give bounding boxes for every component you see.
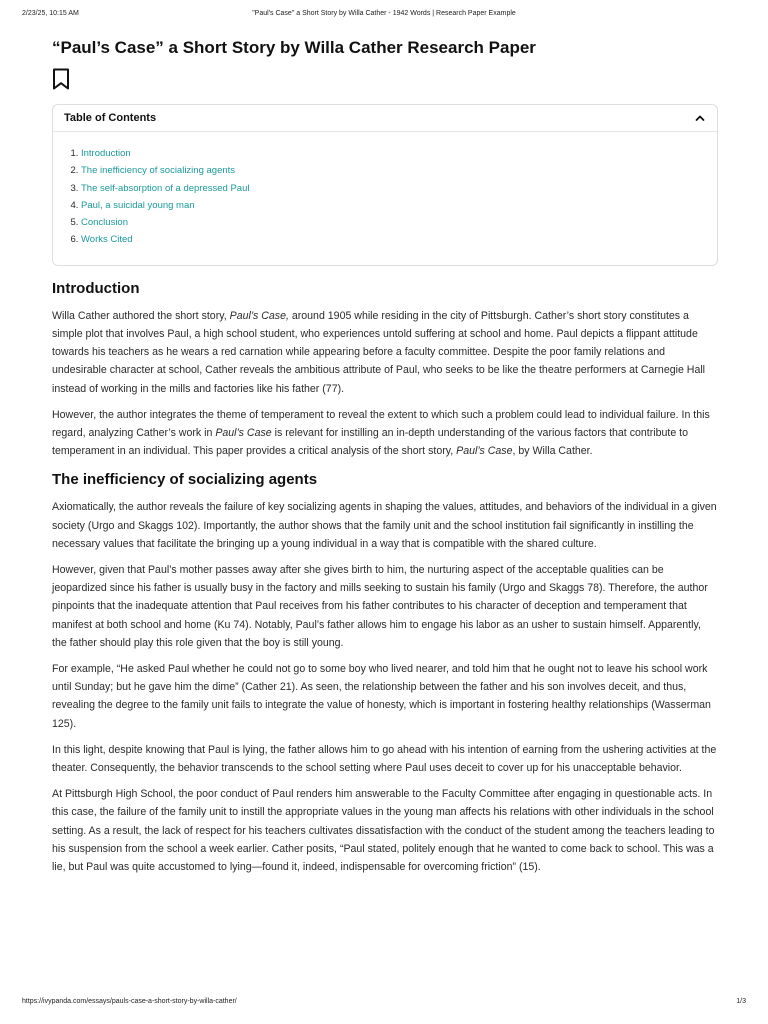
print-date: 2/23/25, 10:15 AM (22, 10, 79, 17)
toc-header[interactable] (53, 105, 717, 132)
toc-link-self-absorption[interactable]: The self-absorption of a depressed Paul (81, 182, 250, 194)
paragraph: Willa Cather authored the short story, Paul’s Case, around 1905 while residing in the city of Pittsburgh. Cather’s short story constitutes a simple plot that involves Paul, a high school student, who experiences untold suffering at school and home. Paul depicts a flippant attitude towards his teachers as he wears a red carnation while appearing before a faculty committee. Despite the poor family relations and undesirable character at school, Cather reveals the ambitious attribute of Paul, who seeks to be like the theatre performers at Carnegie Hall instead of working in the mills and factories like his father (77). (52, 309, 706, 395)
chevron-up-icon[interactable] (694, 112, 706, 124)
toc-link-suicidal[interactable]: Paul, a suicidal young man (81, 199, 195, 211)
bookmark-icon[interactable] (52, 68, 70, 90)
paragraph: However, the author integrates the theme of temperament to reveal the extent to which such a problem could lead to individual failure. In this regard, analyzing Cather’s work in Paul’s Case is relevant for instilling an in-depth understanding of the various factors that contribute to temperament in an individual. This paper provides a critical analysis of the short story, Paul’s Case, by Willa Cather. (52, 408, 710, 458)
paragraph: In this light, despite knowing that Paul is lying, the father allows him to go ahead with his intention of earning from the ushering activities at the theater. Consequently, the behavior transcends to the school setting where Paul uses deceit to cover up for his unacceptable behavior. (52, 743, 717, 775)
toc-link-works-cited[interactable]: Works Cited (81, 234, 133, 246)
toc-title: Table of Contents (64, 112, 157, 124)
toc-item (81, 180, 717, 197)
paragraph: Axiomatically, the author reveals the failure of key socializing agents in shaping the values, attitudes, and behaviors of the individual in a given society (Urgo and Skaggs 102). Importantly, the author shows that the family unit and the school institution fail significantly in instilling the necessary values that facilitate the bringing up a young individual in a way that is compatible with the shared culture. (52, 501, 717, 550)
table-of-contents (52, 104, 718, 266)
toc-link-conclusion[interactable]: Conclusion (81, 217, 128, 229)
section-heading-introduction: Introduction (52, 279, 140, 297)
paragraph: However, given that Paul’s mother passes away after she gives birth to him, the nurturing aspect of the acceptable qualities can be jeopardized since his father is usually busy in the factory and mills seeking to sustain his family (Urgo and Skaggs 78). Therefore, the author pinpoints that the inadequate attention that Paul receives from his father contributes to his character of deception and temperament that manifest at both school and home (Ku 74). Notably, Paul’s father allows him to engage his labor as an usher to sustain himself. Apparently, the father should play this role given that the boy is still young. (52, 564, 708, 649)
toc-link-socializing-agents[interactable]: The inefficiency of socializing agents (81, 165, 236, 177)
print-footer (22, 998, 746, 1010)
paragraph: At Pittsburgh High School, the poor conduct of Paul renders him answerable to the Faculty Committee after engaging in questionable acts. In this case, the failure of the family unit to instill the appropriate values in the young man affects his relations with other individuals in the school setting. As a result, the lack of respect for his teachers cultivates dissatisfaction with the conduct of the student among the teachers leading to his suspension from the school a week earlier. Cather posits, “Paul stated, politely enough that he wanted to come back to school. This was a lie, but Paul was quite accustomed to lying—found it, indeed, indispensable for overcoming friction” (15). (52, 788, 715, 874)
toc-item (81, 162, 717, 179)
paragraph: For example, “He asked Paul whether he could not go to some boy who lived nearer, and told him that he ought not to leave his school work until Sunday; but he gave him the dime” (Cather 21). As seen, the relationship between the father and his son involves deceit, and thus, revealing the degree to the family unit fails to integrate the value of honesty, which is important in fostering healthy relationships (Wasserman 125). (52, 663, 711, 730)
print-url: https://ivypanda.com/essays/pauls-case-a-short-story-by-willa-cather/ (22, 998, 237, 1005)
page-title: “Paul’s Case” a Short Story by Willa Cather Research Paper (52, 38, 536, 57)
page-number: 1/3 (736, 998, 746, 1005)
toc-link-introduction[interactable]: Introduction (81, 148, 131, 159)
toc-list (53, 132, 717, 265)
article (52, 36, 718, 876)
toc-item (81, 231, 717, 248)
toc-item (81, 145, 717, 162)
toc-item (81, 197, 717, 214)
section-heading-socializing-agents: The inefficiency of socializing agents (52, 471, 318, 489)
print-header (22, 10, 746, 22)
toc-item (81, 214, 717, 231)
print-page-title: "Paul's Case" a Short Story by Willa Cather - 1942 Words | Research Paper Example (252, 10, 516, 17)
